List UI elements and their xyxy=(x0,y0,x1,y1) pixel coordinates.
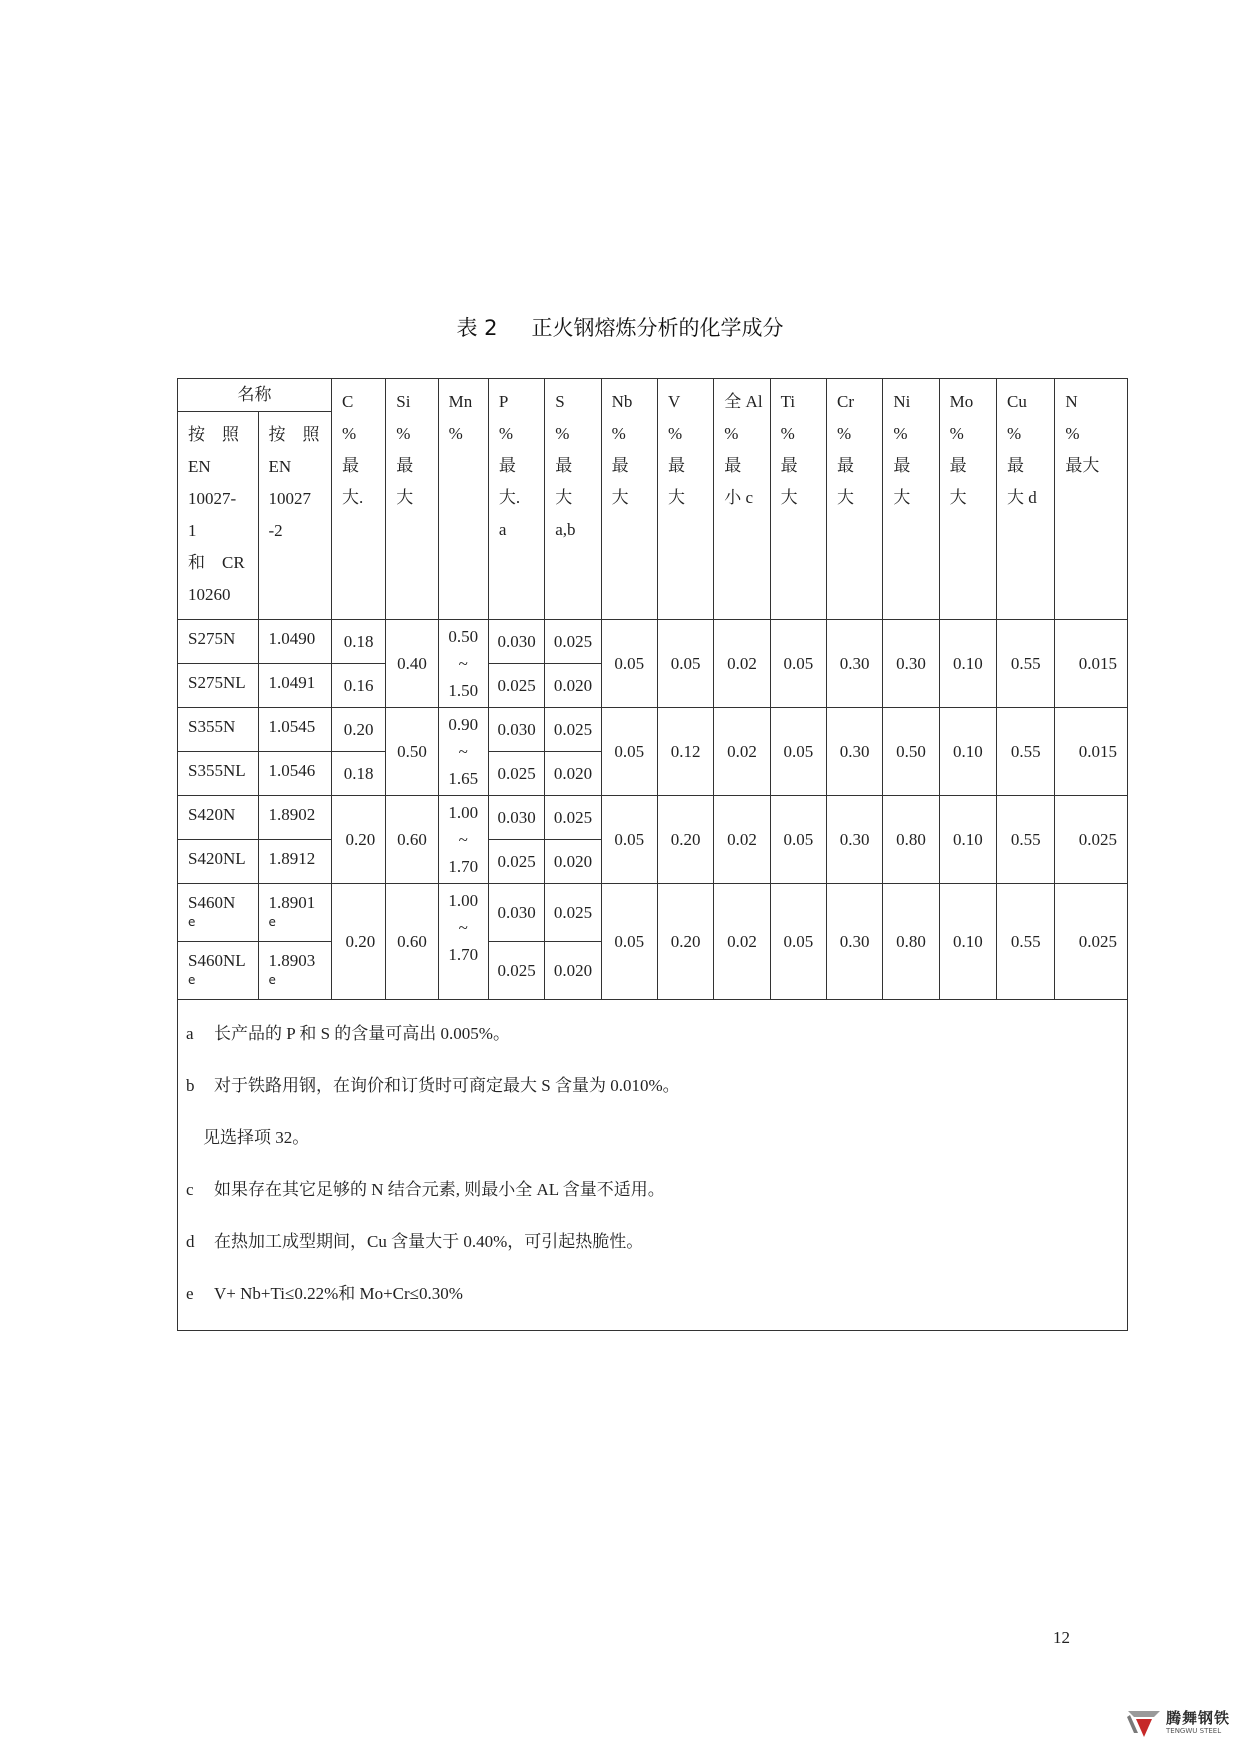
nb-value: 0.05 xyxy=(601,884,657,1000)
grade-note-marker: e xyxy=(188,915,196,929)
al-value: 0.02 xyxy=(714,796,770,884)
header-line: % xyxy=(1065,424,1080,443)
header-line: % xyxy=(396,424,411,443)
header-line: % xyxy=(611,424,626,443)
ni-value: 0.80 xyxy=(883,884,939,1000)
header-line: 最 xyxy=(893,456,911,475)
header-line: % xyxy=(341,424,357,443)
footnotes xyxy=(178,1000,1128,1331)
mn-range xyxy=(438,620,488,708)
footnote xyxy=(186,1008,1119,1060)
grade-name-cell xyxy=(178,942,259,1000)
mn-min: 1.00 xyxy=(448,891,479,910)
tengwu-logo-icon xyxy=(1126,1707,1162,1739)
header-line: 1 xyxy=(188,521,197,540)
ti-value: 0.05 xyxy=(770,708,826,796)
header-line: 大 xyxy=(667,488,685,507)
grade-number-cell xyxy=(258,942,331,1000)
header-line: 最 xyxy=(341,456,359,475)
footnote-text: 如果存在其它足够的 N 结合元素, 则最小全 AL 含量不适用。 xyxy=(214,1180,665,1199)
v-value: 0.12 xyxy=(657,708,713,796)
grade-name: S420NL xyxy=(188,849,246,868)
header-line: % xyxy=(667,424,683,443)
header-line: 最 xyxy=(555,456,573,475)
header-line: 大 xyxy=(396,488,414,507)
mo-value: 0.10 xyxy=(939,620,996,708)
header-line: 最 xyxy=(836,456,854,475)
header-line: 大 xyxy=(780,488,798,507)
header-line: 最 xyxy=(667,456,685,475)
header-line: 大 xyxy=(893,488,911,507)
header-line: 最 xyxy=(498,456,516,475)
mn-range xyxy=(438,884,488,1000)
header-line: 大. xyxy=(341,488,364,507)
s-value: 0.025 xyxy=(545,796,601,840)
header-line: 最 xyxy=(780,456,798,475)
header-line: 10260 xyxy=(188,585,231,604)
element-header xyxy=(601,379,657,620)
footnote-letter: b xyxy=(186,1076,195,1095)
steel-grade-row xyxy=(178,620,1128,664)
ni-value: 0.30 xyxy=(883,620,939,708)
cr-value: 0.30 xyxy=(826,620,882,708)
p-value: 0.030 xyxy=(488,620,544,664)
mn-max: 1.70 xyxy=(448,857,479,876)
header-line: 大 d xyxy=(1007,488,1037,507)
header-line: 按 照 xyxy=(188,425,239,444)
element-header xyxy=(488,379,544,620)
header-line: 大 xyxy=(836,488,854,507)
logo-en-text: TENGWU STEEL xyxy=(1166,1727,1222,1735)
header-line: 10027- xyxy=(188,489,237,508)
grade-number: 1.0545 xyxy=(268,717,316,736)
header-line: Mn xyxy=(448,392,473,411)
header-line: % xyxy=(724,424,739,443)
element-header xyxy=(657,379,713,620)
header-line: Si xyxy=(396,392,411,411)
header-line: Nb xyxy=(611,392,633,411)
header-line: 最 xyxy=(949,456,967,475)
element-header xyxy=(386,379,438,620)
element-header xyxy=(997,379,1055,620)
grade-note-marker: e xyxy=(268,973,276,987)
composition-table-container xyxy=(177,378,1128,1331)
en10027-2-header xyxy=(258,412,331,620)
header-line: % xyxy=(555,424,570,443)
mn-max: 1.50 xyxy=(448,681,479,700)
v-value: 0.05 xyxy=(657,620,713,708)
s-value: 0.025 xyxy=(545,620,601,664)
c-value: 0.16 xyxy=(331,664,385,708)
grade-number: 1.8902 xyxy=(268,805,316,824)
mn-max: 1.70 xyxy=(448,945,479,964)
grade-name-cell xyxy=(178,620,259,664)
s-value: 0.025 xyxy=(545,708,601,752)
header-line: 大. xyxy=(498,488,521,507)
mn-separator: ~ xyxy=(458,830,468,849)
nb-value: 0.05 xyxy=(601,620,657,708)
cu-value: 0.55 xyxy=(997,884,1055,1000)
si-value: 0.50 xyxy=(386,708,438,796)
steel-grade-row xyxy=(178,708,1128,752)
element-header xyxy=(883,379,939,620)
grade-number-cell xyxy=(258,752,331,796)
footnote-text: 见选择项 32。 xyxy=(203,1128,310,1147)
grade-number-cell xyxy=(258,620,331,664)
header-line: EN xyxy=(268,457,292,476)
element-header xyxy=(714,379,770,620)
grade-number: 1.0491 xyxy=(268,673,316,692)
header-line: % xyxy=(780,424,795,443)
footnote-letter: c xyxy=(186,1180,194,1199)
steel-grade-row xyxy=(178,796,1128,840)
al-value: 0.02 xyxy=(714,708,770,796)
grade-note-marker: e xyxy=(188,973,196,987)
header-line: V xyxy=(667,392,681,411)
p-value: 0.025 xyxy=(488,840,544,884)
header-line: Mo xyxy=(949,392,974,411)
p-value: 0.030 xyxy=(488,796,544,840)
p-value: 0.025 xyxy=(488,752,544,796)
ti-value: 0.05 xyxy=(770,796,826,884)
grade-name: S420N xyxy=(188,805,236,824)
s-value: 0.020 xyxy=(545,752,601,796)
s-value: 0.020 xyxy=(545,664,601,708)
grade-number-cell xyxy=(258,840,331,884)
grade-name-cell xyxy=(178,664,259,708)
grade-name: S460NL xyxy=(188,951,246,970)
header-line: 全 Al xyxy=(724,392,763,411)
header-line: P xyxy=(498,392,509,411)
grade-number: 1.0546 xyxy=(268,761,316,780)
s-value: 0.025 xyxy=(545,884,601,942)
grade-number-cell xyxy=(258,884,331,942)
header-line: 按 照 xyxy=(268,425,320,444)
v-value: 0.20 xyxy=(657,884,713,1000)
mo-value: 0.10 xyxy=(939,708,996,796)
grade-number-cell xyxy=(258,664,331,708)
mn-min: 0.90 xyxy=(448,715,479,734)
mo-value: 0.10 xyxy=(939,796,996,884)
header-line: 大 xyxy=(949,488,967,507)
footnote xyxy=(186,1060,1119,1112)
grade-name: S275N xyxy=(188,629,236,648)
grade-name-cell xyxy=(178,708,259,752)
header-line: Ni xyxy=(893,392,911,411)
element-header xyxy=(826,379,882,620)
c-value: 0.18 xyxy=(331,752,385,796)
steel-grade-row xyxy=(178,884,1128,942)
element-header xyxy=(1055,379,1128,620)
mn-min: 0.50 xyxy=(448,627,479,646)
footnote-text: 对于铁路用钢，在询价和订货时可商定最大 S 含量为 0.010%。 xyxy=(214,1076,680,1095)
element-header xyxy=(438,379,488,620)
element-header xyxy=(545,379,601,620)
grade-number: 1.8903 xyxy=(268,951,316,970)
nb-value: 0.05 xyxy=(601,708,657,796)
c-value: 0.20 xyxy=(331,708,385,752)
grade-number: 1.0490 xyxy=(268,629,316,648)
p-value: 0.030 xyxy=(488,884,544,942)
header-line: -2 xyxy=(268,521,283,540)
table-number: 表 2 xyxy=(456,316,498,340)
header-line: 最 xyxy=(396,456,414,475)
header-line: 最大 xyxy=(1065,456,1100,475)
element-header xyxy=(939,379,996,620)
n-value: 0.025 xyxy=(1055,796,1128,884)
footnote xyxy=(186,1268,1119,1320)
p-value: 0.025 xyxy=(488,942,544,1000)
cu-value: 0.55 xyxy=(997,620,1055,708)
logo-cn-text: 腾舞钢铁 xyxy=(1166,1709,1231,1727)
v-value: 0.20 xyxy=(657,796,713,884)
table-title xyxy=(0,312,1240,342)
al-value: 0.02 xyxy=(714,620,770,708)
footnote xyxy=(186,1112,1119,1164)
s-value: 0.020 xyxy=(545,840,601,884)
header-line: % xyxy=(1007,424,1022,443)
grade-number-cell xyxy=(258,796,331,840)
header-line: Cr xyxy=(836,392,854,411)
header-line: 和 CR xyxy=(188,553,245,572)
header-line: 最 xyxy=(1007,456,1025,475)
mn-separator: ~ xyxy=(458,918,468,937)
ni-value: 0.50 xyxy=(883,708,939,796)
mn-max: 1.65 xyxy=(448,769,479,788)
footnote-text: 在热加工成型期间，Cu 含量大于 0.40%，可引起热脆性。 xyxy=(214,1232,644,1251)
mo-value: 0.10 xyxy=(939,884,996,1000)
header-line: N xyxy=(1065,392,1078,411)
header-line: % xyxy=(949,424,964,443)
s-value: 0.020 xyxy=(545,942,601,1000)
notes-row xyxy=(178,1000,1128,1331)
header-line: Ti xyxy=(780,392,796,411)
footnote xyxy=(186,1164,1119,1216)
header-line: % xyxy=(893,424,908,443)
c-value: 0.20 xyxy=(331,796,385,884)
grade-name-cell xyxy=(178,796,259,840)
en10027-1-header xyxy=(178,412,259,620)
nb-value: 0.05 xyxy=(601,796,657,884)
header-line: 最 xyxy=(724,456,742,475)
element-header xyxy=(331,379,385,620)
grade-name-cell xyxy=(178,884,259,942)
cr-value: 0.30 xyxy=(826,708,882,796)
footnote-letter: e xyxy=(186,1284,194,1303)
header-line: % xyxy=(836,424,852,443)
header-line: a xyxy=(498,520,507,539)
grade-name: S460N xyxy=(188,893,236,912)
cu-value: 0.55 xyxy=(997,708,1055,796)
si-value: 0.60 xyxy=(386,884,438,1000)
header-line: a,b xyxy=(555,520,576,539)
n-value: 0.015 xyxy=(1055,620,1128,708)
grade-name-cell xyxy=(178,840,259,884)
footnote-text: 长产品的 P 和 S 的含量可高出 0.005%。 xyxy=(214,1024,510,1043)
header-line: 小 c xyxy=(724,488,754,507)
header-line: 大 xyxy=(611,488,629,507)
footnote xyxy=(186,1216,1119,1268)
header-line: C xyxy=(341,392,354,411)
p-value: 0.025 xyxy=(488,664,544,708)
grade-name: S275NL xyxy=(188,673,246,692)
grade-number-cell xyxy=(258,708,331,752)
footnote-letter: a xyxy=(186,1024,194,1043)
si-value: 0.40 xyxy=(386,620,438,708)
cu-value: 0.55 xyxy=(997,796,1055,884)
header-line: % xyxy=(498,424,514,443)
table-caption: 正火钢熔炼分析的化学成分 xyxy=(531,316,784,340)
header-line: 10027 xyxy=(268,489,311,508)
mn-separator: ~ xyxy=(458,742,468,761)
grade-name-cell xyxy=(178,752,259,796)
n-value: 0.015 xyxy=(1055,708,1128,796)
ti-value: 0.05 xyxy=(770,884,826,1000)
footnote-letter: d xyxy=(186,1232,195,1251)
name-group-header: 名称 xyxy=(178,379,332,412)
grade-number: 1.8901 xyxy=(268,893,316,912)
mn-range xyxy=(438,796,488,884)
composition-table xyxy=(177,378,1128,1331)
header-row-1 xyxy=(178,379,1128,412)
header-line: EN xyxy=(188,457,211,476)
header-line: 大 xyxy=(555,488,573,507)
grade-name: S355NL xyxy=(188,761,246,780)
grade-name: S355N xyxy=(188,717,236,736)
ti-value: 0.05 xyxy=(770,620,826,708)
mn-range xyxy=(438,708,488,796)
cr-value: 0.30 xyxy=(826,796,882,884)
si-value: 0.60 xyxy=(386,796,438,884)
header-line: % xyxy=(448,424,463,443)
grade-number: 1.8912 xyxy=(268,849,316,868)
mn-separator: ~ xyxy=(458,654,468,673)
ni-value: 0.80 xyxy=(883,796,939,884)
n-value: 0.025 xyxy=(1055,884,1128,1000)
cr-value: 0.30 xyxy=(826,884,882,1000)
header-line: S xyxy=(555,392,565,411)
company-logo xyxy=(1126,1705,1236,1741)
p-value: 0.030 xyxy=(488,708,544,752)
footnote-text: V+ Nb+Ti≤0.22%和 Mo+Cr≤0.30% xyxy=(214,1284,463,1303)
grade-note-marker: e xyxy=(268,915,276,929)
c-value: 0.18 xyxy=(331,620,385,664)
element-header xyxy=(770,379,826,620)
header-line: Cu xyxy=(1007,392,1027,411)
mn-min: 1.00 xyxy=(448,803,479,822)
al-value: 0.02 xyxy=(714,884,770,1000)
page-number: 12 xyxy=(1053,1628,1070,1647)
header-line: 最 xyxy=(611,456,629,475)
c-value: 0.20 xyxy=(331,884,385,1000)
